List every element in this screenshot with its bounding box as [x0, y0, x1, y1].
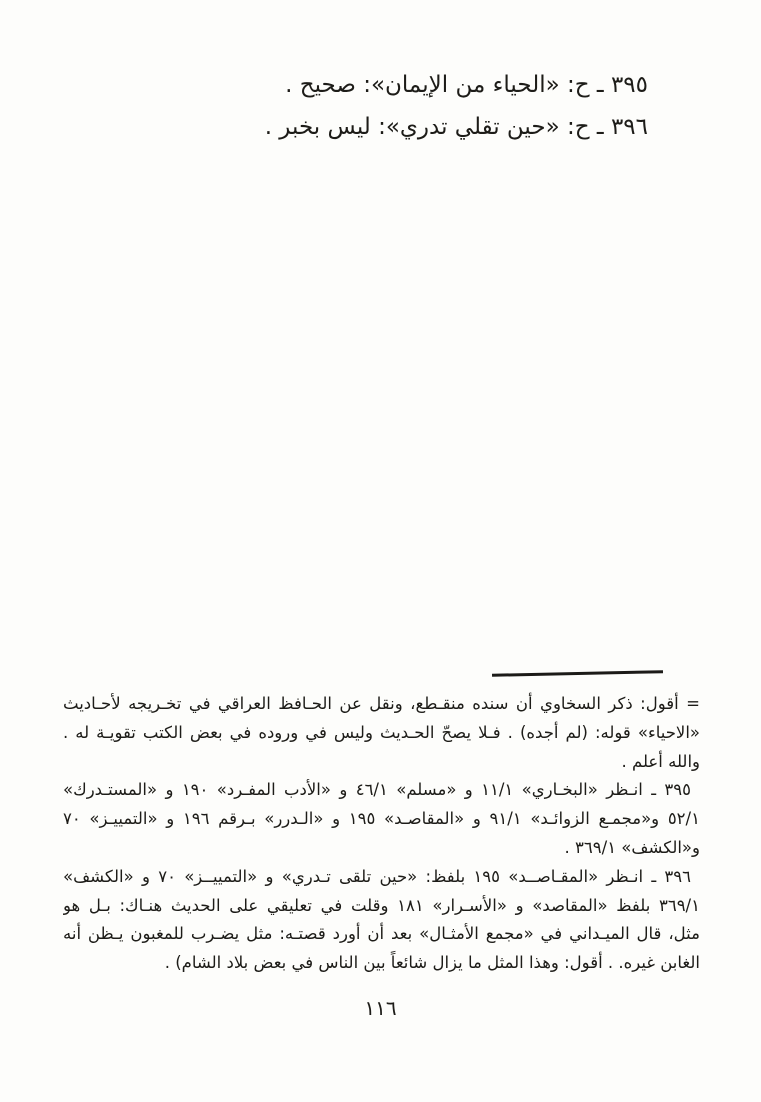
page-number: ١١٦	[364, 996, 397, 1020]
footnote-line: ٣٦٩/١ بلفظ «المقاصد» و «الأسـرار» ١٨١ وقلت في تعليقي على الحديث هنـاك: بـل هو	[63, 895, 700, 915]
footnote-line: ٥٢/١ و«مجمـع الزوائـد» ٩١/١ و «المقاصـد» ١٩٥ و «الـدرر» بـرقم ١٩٦ و «التمييـز» ٧٠	[63, 809, 700, 829]
footnote-line: = أقول: ذكر السخاوي أن سنده منقـطع، ونقل عن الحـافظ العراقي في تخـريجه لأحـاديث	[63, 694, 700, 713]
footnote-block-396	[63, 863, 700, 978]
footnote-line: الغابن غيره. . أقول: وهذا المثل ما يزال شائعاً بين الناس في بعض بلاد الشام) .	[164, 953, 700, 973]
footnote-line: «الاحياء» قوله: (لم أجده) . فـلا يصحّ الحـديث وليس في وروده في بعض الكتب تقويـة له .	[63, 722, 700, 742]
footnotes-section	[63, 690, 700, 978]
footnote-block-continuation	[63, 690, 700, 776]
footnote-line: مثل، قال الميـداني في «مجمع الأمثـال» بعد أن أورد قصتـه: مثل يضـرب للمغبون يـظن أنه	[63, 924, 700, 944]
footnote-line: ٣٩٦ ـ انـظر «المقـاصــد» ١٩٥ بلفظ: «حين تلقى تـدري» و «التمييــز» ٧٠ و «الكشف»	[63, 866, 691, 886]
footnote-block-395	[63, 776, 700, 862]
footnote-separator	[492, 670, 663, 676]
footnote-line: ٣٩٥ ـ انـظر «البخـاري» ١١/١ و «مسلم» ٤٦/١ و «الأدب المفـرد» ١٩٠ و «المستـدرك»	[63, 780, 692, 800]
hadith-entry-395: ٣٩٥ ـ ح: «الحياء من الإيمان»: صحيح .	[285, 72, 648, 98]
footnote-line: والله أعلم .	[621, 751, 700, 771]
main-text	[65, 64, 700, 148]
hadith-entry-396: ٣٩٦ ـ ح: «حين تقلي تدري»: ليس بخبر .	[264, 114, 648, 140]
footnote-line: و«الكشف» ٣٦٩/١ .	[564, 837, 700, 857]
